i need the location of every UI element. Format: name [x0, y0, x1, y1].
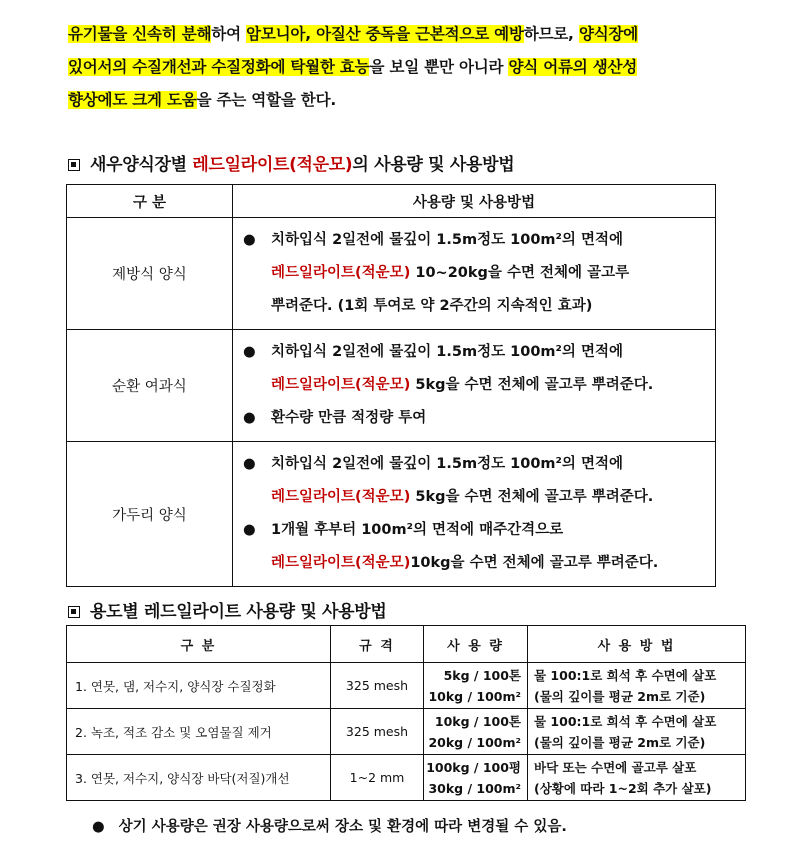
- table-row: [67, 218, 716, 330]
- bullet-line: [243, 448, 707, 481]
- intro-highlight: 양식장에: [578, 25, 639, 43]
- intro-highlight: 유기물을 신속히 분해: [68, 25, 212, 43]
- row-method: [528, 709, 746, 755]
- section1-title-red: 레드일라이트(적운모): [192, 155, 353, 175]
- amount-line: 10kg / 100m²: [428, 688, 521, 704]
- bullet-dot-icon: ●: [243, 522, 256, 538]
- row-amount: [424, 755, 528, 801]
- row-spec: 1~2 mm: [331, 755, 424, 801]
- row-category: 2. 녹조, 적조 감소 및 오염물질 제거: [67, 709, 331, 755]
- intro-highlight: 있어서의 수질개선과 수질정화에 탁월한 효능: [68, 58, 370, 76]
- row-category: 3. 연못, 저수지, 양식장 바닥(저질)개선: [67, 755, 331, 801]
- line-text: 환수량 만큼 적정량 투여: [271, 410, 427, 426]
- row-description: [233, 218, 716, 330]
- product-name-red: 레드일라이트(적운모): [271, 555, 411, 571]
- method-line: (물의 깊이를 평균 2m로 기준): [534, 688, 706, 704]
- header-amount: 사 용 량: [424, 626, 528, 663]
- continued-line: [243, 290, 707, 323]
- row-method: [528, 663, 746, 709]
- line-text: 10kg을 수면 전체에 골고루 뿌려준다.: [410, 555, 659, 571]
- bullet-line: [243, 514, 707, 547]
- amount-line: 100kg / 100평: [426, 759, 521, 775]
- table-header-row: [67, 185, 716, 218]
- product-name-red: 레드일라이트(적운모): [271, 489, 411, 505]
- line-text: 1개월 후부터 100m²의 면적에 매주간격으로: [271, 522, 564, 538]
- method-line: (상황에 따라 1~2회 추가 살포): [534, 780, 712, 796]
- continued-line: [243, 369, 707, 402]
- method-line: 물 100:1로 희석 후 수면에 살포: [534, 713, 717, 729]
- section2-title-text: 용도별 레드일라이트 사용량 및 사용방법: [90, 602, 387, 622]
- line-text: 5kg을 수면 전체에 골고루 뿌려준다.: [410, 377, 654, 393]
- row-category: 순환 여과식: [67, 330, 233, 442]
- intro-highlight: 암모니아, 아질산 중독을 근본적으로 예방: [246, 25, 524, 43]
- line-text: 치하입식 2일전에 물깊이 1.5m정도 100m²의 면적에: [271, 232, 623, 248]
- table-row: [67, 330, 716, 442]
- footnote-text: 상기 사용량은 권장 사용량으로써 장소 및 환경에 따라 변경될 수 있음.: [118, 819, 567, 835]
- table-header-row: [67, 626, 746, 663]
- continued-line: [243, 547, 707, 580]
- square-bullet-icon: [68, 159, 80, 171]
- line-text: 5kg을 수면 전체에 골고루 뿌려준다.: [410, 489, 654, 505]
- amount-line: 10kg / 100톤: [434, 713, 521, 729]
- intro-paragraph: [68, 18, 738, 117]
- intro-line-2: [68, 51, 738, 84]
- row-amount: [424, 663, 528, 709]
- intro-line-1: [68, 18, 738, 51]
- method-line: (물의 깊이를 평균 2m로 기준): [534, 734, 706, 750]
- method-line: 바닥 또는 수면에 골고루 살포: [534, 759, 697, 775]
- bullet-line: [243, 224, 707, 257]
- table-row: [67, 442, 716, 587]
- bullet-line: [243, 402, 707, 435]
- intro-highlight: 양식 어류의 생산성: [508, 58, 638, 76]
- row-category: 가두리 양식: [67, 442, 233, 587]
- intro-line-3: [68, 84, 738, 117]
- header-category: 구 분: [67, 185, 233, 218]
- amount-line: 30kg / 100m²: [428, 780, 521, 796]
- usage-by-purpose-table: [66, 625, 746, 801]
- bullet-dot-icon: ●: [92, 819, 105, 835]
- line-text: 치하입식 2일전에 물깊이 1.5m정도 100m²의 면적에: [271, 344, 623, 360]
- table-row: [67, 755, 746, 801]
- table-row: [67, 663, 746, 709]
- row-description: [233, 330, 716, 442]
- table-row: [67, 709, 746, 755]
- section2-title: [68, 597, 387, 622]
- footnote: [92, 815, 567, 836]
- bullet-line: [243, 336, 707, 369]
- row-category: 제방식 양식: [67, 218, 233, 330]
- header-method: 사 용 방 법: [528, 626, 746, 663]
- line-text: 10~20kg을 수면 전체에 골고루: [410, 265, 630, 281]
- amount-line: 20kg / 100m²: [428, 734, 521, 750]
- intro-text: 을 주는 역할을 한다.: [196, 91, 337, 109]
- row-amount: [424, 709, 528, 755]
- shrimp-farm-usage-table: [66, 184, 716, 587]
- bullet-dot-icon: ●: [243, 410, 256, 426]
- product-name-red: 레드일라이트(적운모): [271, 377, 411, 393]
- intro-highlight: 향상에도 크게 도움: [68, 91, 197, 109]
- amount-line: 5kg / 100톤: [443, 667, 521, 683]
- row-spec: 325 mesh: [331, 709, 424, 755]
- section1-title: [68, 150, 514, 175]
- intro-text: 하여: [211, 25, 247, 43]
- section1-title-text-end: 의 사용량 및 사용방법: [352, 155, 515, 175]
- row-method: [528, 755, 746, 801]
- intro-text: 을 보일 뿐만 아니라: [369, 58, 509, 76]
- square-bullet-icon: [68, 606, 80, 618]
- header-spec: 규 격: [331, 626, 424, 663]
- row-description: [233, 442, 716, 587]
- section1-title-text: 새우양식장별: [90, 155, 193, 175]
- row-spec: 325 mesh: [331, 663, 424, 709]
- bullet-dot-icon: ●: [243, 232, 256, 248]
- header-category: 구 분: [67, 626, 331, 663]
- header-usage: 사용량 및 사용방법: [233, 185, 716, 218]
- product-name-red: 레드일라이트(적운모): [271, 265, 411, 281]
- bullet-dot-icon: ●: [243, 456, 256, 472]
- continued-line: [243, 481, 707, 514]
- bullet-dot-icon: ●: [243, 344, 256, 360]
- method-line: 물 100:1로 희석 후 수면에 살포: [534, 667, 717, 683]
- continued-line: [243, 257, 707, 290]
- row-category: 1. 연못, 댐, 저수지, 양식장 수질정화: [67, 663, 331, 709]
- line-text: 뿌려준다. (1회 투여로 약 2주간의 지속적인 효과): [271, 298, 593, 314]
- intro-text: 하므로,: [523, 25, 579, 43]
- line-text: 치하입식 2일전에 물깊이 1.5m정도 100m²의 면적에: [271, 456, 623, 472]
